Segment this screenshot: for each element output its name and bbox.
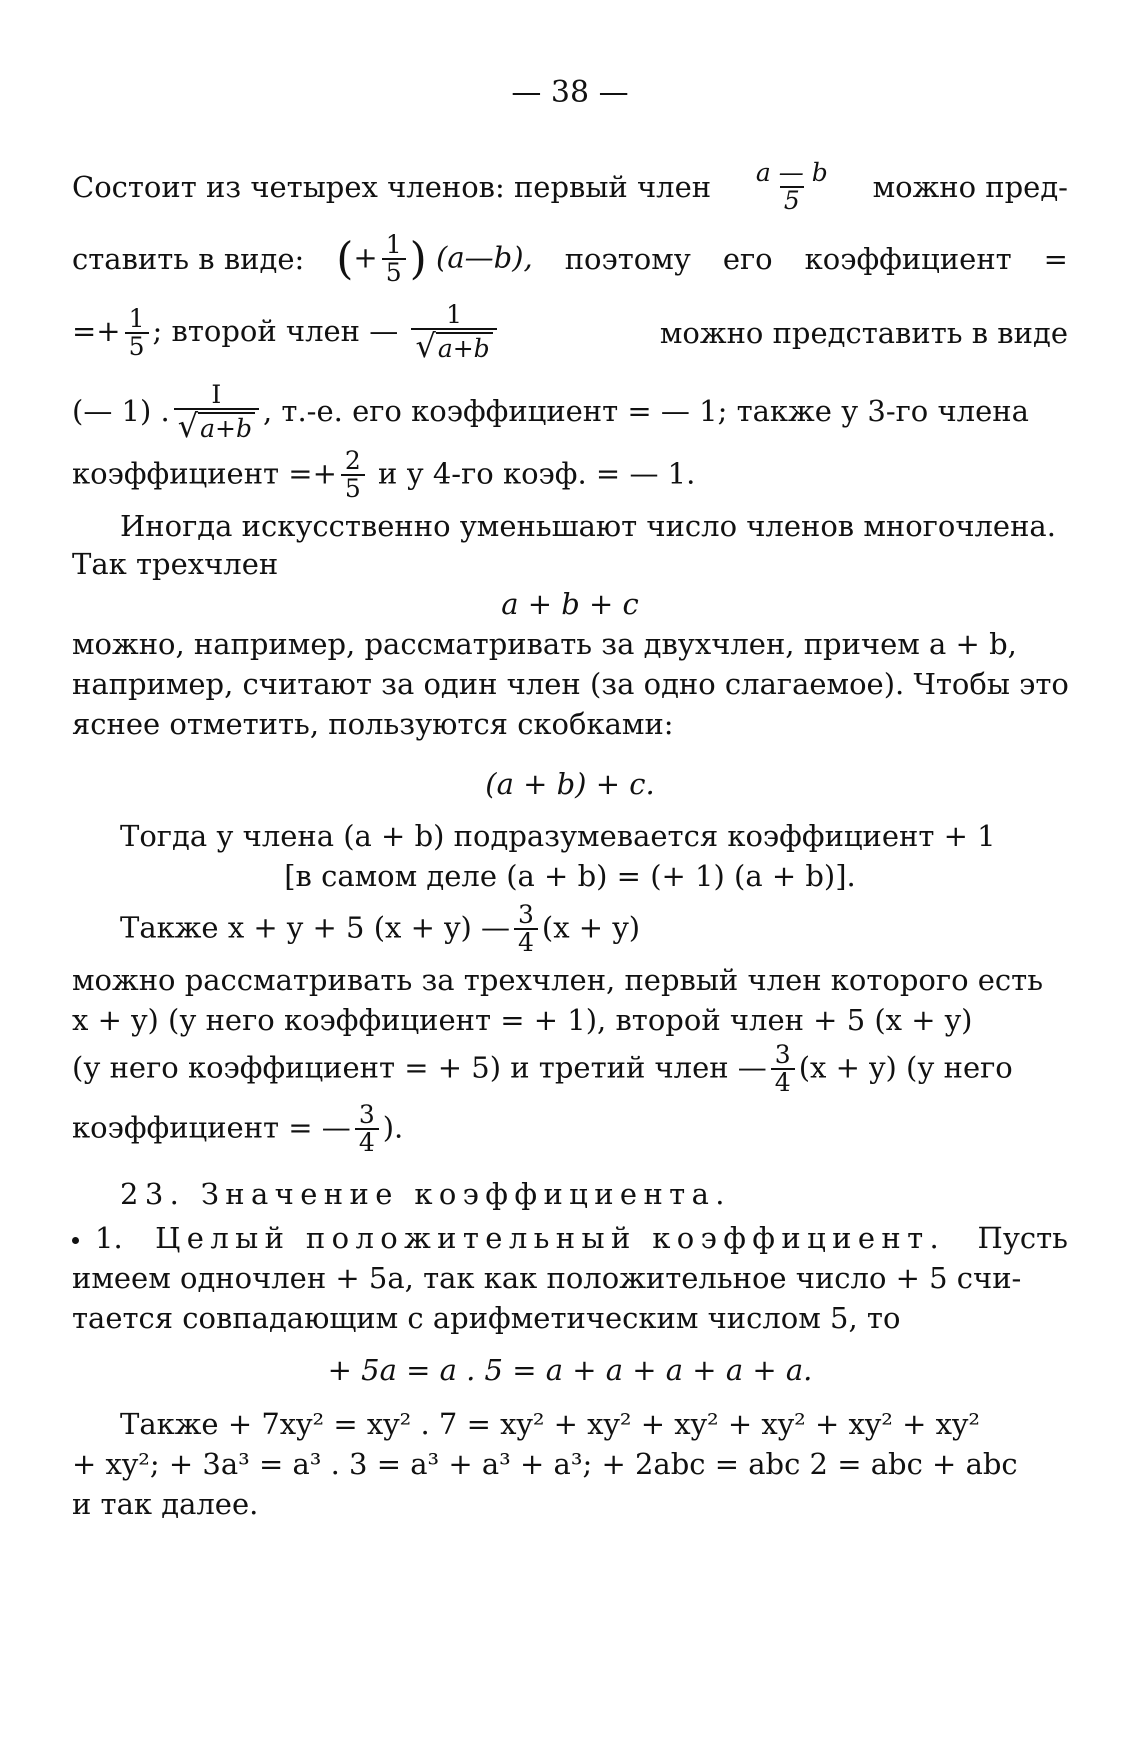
fraction-3-over-4: $\frac{3}{4}$ — [355, 1102, 379, 1157]
p1-line-5: коэффициент =+ $\frac{2}{5}$ и у 4-го коэф. = — 1. — [72, 446, 696, 504]
fraction-I-over-sqrt: $\frac{I}{√a+b}$ — [174, 382, 259, 444]
text: можно пред- — [872, 170, 1068, 205]
p4-line-4: (у него коэффициент = + 5) и третий член — $\frac{3}{4}$ (x + y) (у него — [72, 1040, 1013, 1098]
p4-line-1: Также x + y + 5 (x + y) — $\frac{3}{4}$ (x + y) — [120, 900, 641, 958]
fraction-1-over-5: $\frac{1}{5}$ — [125, 306, 149, 361]
formula-a-b-c: a + b + c — [501, 587, 639, 621]
coefficient-one-fifth: =+ $\frac{1}{5}$ ; второй член — $\frac{1}{√a+b}$ — [72, 302, 501, 364]
text: поэтому — [564, 242, 691, 277]
section-line-6: и так далее. — [72, 1487, 259, 1521]
section-line-4: Также + 7xy² = xy² . 7 = xy² + xy² + xy² + xy² + xy² + xy² — [120, 1407, 980, 1441]
section-heading: 23. Значение коэффициента. — [120, 1177, 731, 1211]
text: коэффициент — [804, 242, 1012, 277]
p4-line-3: x + y) (у него коэффициент = + 1), второй член + 5 (x + y) — [72, 1003, 973, 1037]
p4-line-5: коэффициент = — $\frac{3}{4}$ ). — [72, 1100, 404, 1158]
text: его — [722, 242, 773, 277]
formula-5a: + 5a = a . 5 = a + a + a + a + a. — [327, 1353, 813, 1387]
p1-line-4: (— 1) . $\frac{I}{√a+b}$ , т.-е. его коэффициент = — 1; также у 3-го члена — [72, 380, 1029, 446]
coefficient-expression: (+ $\frac{1}{5}$ ) (a—b), — [336, 230, 533, 288]
p2-line-3: можно, например, рассматривать за двухчлен, причем a + b, — [72, 627, 1017, 661]
p1-line-3 — [72, 302, 1068, 364]
section-line-2: имеем одночлен + 5a, так как положительное число + 5 счи- — [72, 1261, 1022, 1295]
p3-line-1: Тогда у члена (a + b) подразумевается коэффициент + 1 — [120, 819, 996, 853]
text: = — [1043, 242, 1068, 277]
text: можно представить в виде — [659, 315, 1068, 350]
subsection-line-1 — [72, 1220, 1068, 1256]
book-page — [72, 0, 1068, 1744]
margin-dot — [72, 1237, 79, 1244]
p2-line-1: Иногда искусственно уменьшают число членов многочлена. — [120, 509, 1056, 543]
text: Пусть — [977, 1221, 1068, 1255]
fraction-a-minus-b-over-5: $\frac{a — b}{5}$ — [755, 158, 828, 216]
fraction-3-over-4: $\frac{3}{4}$ — [514, 902, 538, 957]
text: Состоит из четырех членов: первый член — [72, 170, 712, 205]
fraction-3-over-4: $\frac{3}{4}$ — [771, 1042, 795, 1097]
p2-line-5: яснее отметить, пользуются скобками: — [72, 707, 674, 741]
p3-line-2: [в самом деле (a + b) = (+ 1) (a + b)]. — [284, 859, 856, 893]
fraction-1-over-sqrt: $\frac{1}{√a+b}$ — [411, 302, 496, 364]
section-line-5: + xy²; + 3a³ = a³ . 3 = a³ + a³ + a³; + 2abc = abc 2 = abc + abc — [72, 1447, 1018, 1481]
p1-line-1 — [72, 160, 1068, 215]
section-line-3: тается совпадающим с арифметическим числом 5, то — [72, 1301, 901, 1335]
fraction-1-over-5: $\frac{1}{5}$ — [382, 232, 406, 287]
p1-line-2 — [72, 232, 1068, 287]
page-number: — 38 — — [511, 75, 629, 110]
p4-line-2: можно рассматривать за трехчлен, первый член которого есть — [72, 963, 1043, 997]
subsection-title: Целый положительный коэффициент. — [155, 1221, 946, 1255]
formula-grouped: (a + b) + c. — [485, 767, 655, 801]
p2-line-2: Так трехчлен — [72, 547, 279, 581]
subsection-number: 1. — [72, 1220, 123, 1256]
text: ставить в виде: — [72, 242, 305, 277]
p2-line-4: например, считают за один член (за одно слагаемое). Чтобы это — [72, 667, 1069, 701]
fraction-2-over-5: $\frac{2}{5}$ — [341, 448, 365, 503]
